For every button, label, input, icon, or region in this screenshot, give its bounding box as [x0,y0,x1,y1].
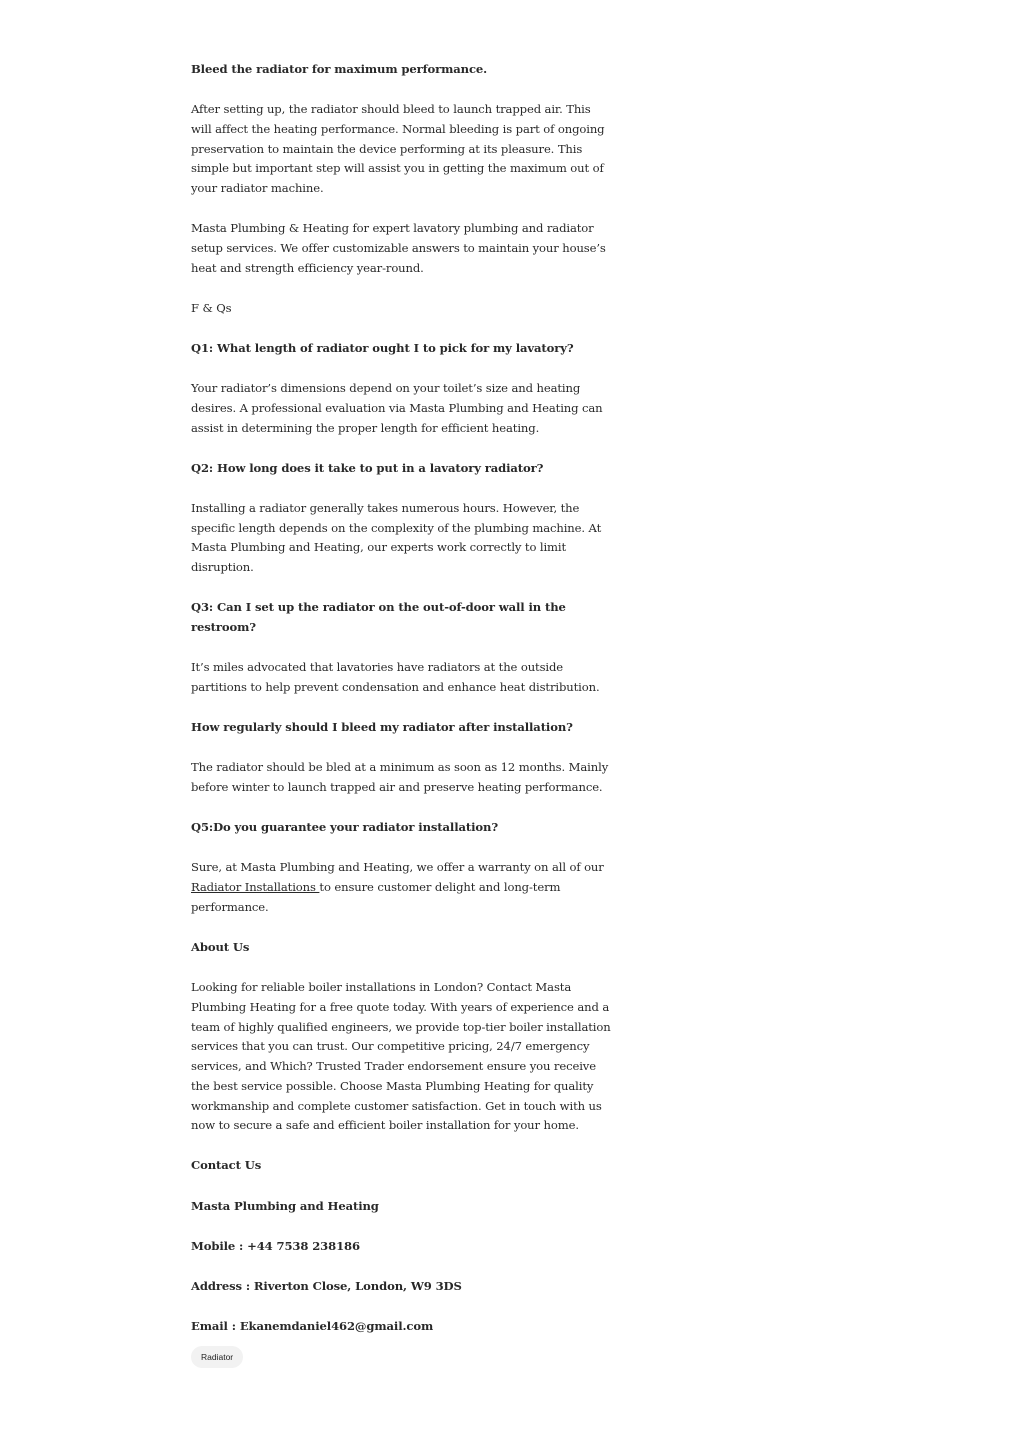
faq-answer-5-start: Sure, at Masta Plumbing and Heating, we offer a warranty on all of our [191,860,604,875]
about-us-heading: About Us [191,940,250,955]
faq-label: F & Qs [191,300,232,315]
contact-address: Address : Riverton Close, London, W9 3DS [191,1279,462,1294]
paragraph-masta-intro: Masta Plumbing & Heating for expert lavatory plumbing and radiator setup services. We offer customizable answers to maintain your house’s heat and strength efficiency year-round. [191,221,606,275]
faq-question-4: How regularly should I bleed my radiator after installation? [191,720,573,735]
contact-company-name: Masta Plumbing and Heating [191,1198,379,1213]
faq-answer-1: Your radiator’s dimensions depend on your toilet’s size and heating desires. A professional evaluation via Masta Plumbing and Heating can assist in determining the proper length for efficient heating. [191,381,603,435]
contact-mobile: Mobile : +44 7538 238186 [191,1238,360,1253]
tag-radiator[interactable]: Radiator [191,1346,243,1368]
faq-answer-4: The radiator should be bled at a minimum as soon as 12 months. Mainly before winter to launch trapped air and preserve heating performance. [191,760,609,795]
faq-answer-3: It’s miles advocated that lavatories have radiators at the outside partitions to help prevent condensation and enhance heat distribution. [191,660,600,694]
faq-question-1: Q1: What length of radiator ought I to pick for my lavatory? [191,341,574,356]
section-heading-bleed: Bleed the radiator for maximum performance. [191,62,488,76]
about-us-paragraph: Looking for reliable boiler installations in London? Contact Masta Plumbing Heating for a free quote today. With years of experience and a team of highly qualified engineers, we provide top-tier boiler installation services that you can trust. Our competitive pricing, 24/7 emergency services, and Which? Trusted Trader endorsement ensure you receive the best service possible. Choose Masta Plumbing Heating for quality workmanship and complete customer satisfaction. Get in touch with us now to secure a safe and efficient boiler installation for your home. [191,980,611,1133]
contact-email: Email : Ekanemdaniel462@gmail.com [191,1319,434,1334]
faq-question-3: Q3: Can I set up the radiator on the out-of-door wall in the restroom? [191,600,566,635]
radiator-installations-link[interactable]: Radiator Installations [191,880,320,895]
faq-answer-5 [191,858,611,917]
faq-answer-2: Installing a radiator generally takes numerous hours. However, the specific length depends on the complexity of the plumbing machine. At Masta Plumbing and Heating, our experts work correctly to limit disruption. [191,501,602,575]
faq-answer-5-end: to ensure customer delight and long-term performance. [191,880,561,914]
paragraph-bleed: After setting up, the radiator should bleed to launch trapped air. This will affect the heating performance. Normal bleeding is part of ongoing preservation to maintain the device performing at its pleasure. This simple but important step will assist you in getting the maximum out of your radiator machine. [191,102,605,196]
faq-question-5: Q5:Do you guarantee your radiator installation? [191,820,498,835]
faq-question-2: Q2: How long does it take to put in a lavatory radiator? [191,460,544,475]
contact-us-heading: Contact Us [191,1158,262,1173]
article-body [191,60,611,1357]
